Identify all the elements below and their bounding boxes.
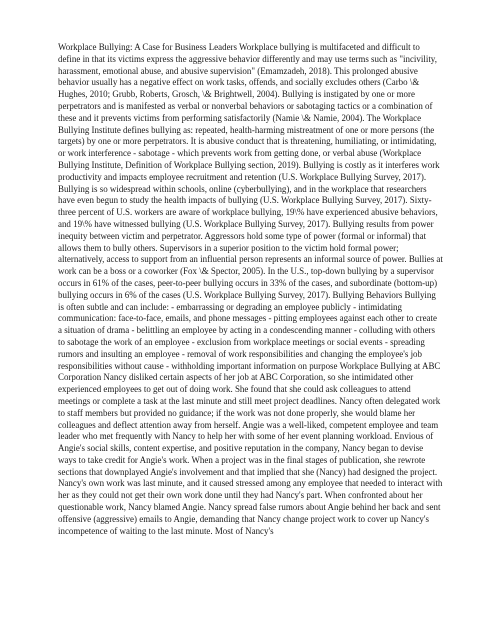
body-text: Workplace Bullying: A Case for Business Leaders Workplace bullying is multifaceted and difficult to define in that its victims express the aggressive behavior differently and may use terms such as "incivility, harassment, emotional abuse, and abusive supervision" (Emamzadeh, 2018). This prolonged abusive behavior usually has a negative effect on work tasks, offends, and socially excludes others (Carbo \& Hughes, 2010; Grubb, Roberts, Grosch, \& Brightwell, 2004). Bullying is instigated by one or more perpetrators and is manifested as verbal or nonverbal behaviors or sabotaging tactics or a combination of these and it prevents victims from performing satisfactorily (Namie \& Namie, 2004). The Workplace Bullying Institute defines bullying as: repeated, health-harming mistreatment of one or more persons (the targets) by one or more perpetrators. It is abusive conduct that is threatening, humiliating, or intimidating, or work interference - sabotage - which prevents work from getting done, or verbal abuse (Workplace Bullying Institute, Definition of Workplace Bullying section, 2019). Bullying is costly as it interferes work productivity and impacts employee recruitment and retention (U.S. Workplace Bullying Survey, 2017). Bullying is so widespread within schools, online (cyberbullying), and in the workplace that researchers have even begun to study the health impacts of bullying (U.S. Workplace Bullying Survey, 2017). Sixty-three percent of U.S. workers are aware of workplace bullying, 19\% have experienced abusive behaviors, and 19\% have witnessed bullying (U.S. Workplace Bullying Survey, 2017). Bullying results from power inequity between victim and perpetrator. Aggressors hold some type of power (formal or informal) that allows them to bully others. Supervisors in a superior position to the victim hold formal power; alternatively, access to support from an influential person represents an informal source of power. Bullies at work can be a boss or a coworker (Fox \& Spector, 2005). In the U.S., top-down bullying by a supervisor occurs in 61% of the cases, peer-to-peer bullying occurs in 33% of the cases, and subordinate (bottom-up) bullying occurs in 6% of the cases (U.S. Workplace Bullying Survey, 2017). Bullying Behaviors Bullying is often subtle and can include: - embarrassing or degrading an employee publicly - intimidating communication: face-to-face, emails, and phone messages - pitting employees against each other to create a situation of drama - belittling an employee by acting in a condescending manner - colluding with others to sabotage the work of an employee - exclusion from workplace meetings or social events - spreading rumors and insulting an employee - removal of work responsibilities and changing the employee's job responsibilities without cause - withholding important information on purpose Workplace Bullying at ABC Corporation Nancy disliked certain aspects of her job at ABC Corporation, so she intimidated other experienced employees to get out of doing work. She found that she could ask colleagues to attend meetings or complete a task at the last minute and still meet project deadlines. Nancy often delegated work to staff members but provided no guidance; if the work was not done properly, she would blame her colleagues and deflect attention away from herself. Angie was a well-liked, competent employee and team leader who met frequently with Nancy to help her with some of her event planning workload. Envious of Angie's social skills, content expertise, and positive reputation in the company, Nancy began to devise ways to take credit for Angie's work. When a project was in the final stages of publication, she rewrote sections that downplayed Angie's involvement and that implied that she (Nancy) had designed the project. Nancy's own work was last minute, and it caused stressed among any employee that needed to interact with her as they could not get their own work done until they had Nancy's part. When confronted about her questionable work, Nancy blamed Angie. Nancy spread false rumors about Angie behind her back and sent offensive (aggressive) emails to Angie, demanding that Nancy change project work to cover up Nancy's incompetence of waiting to the last minute. Most of Nancy's <box>58 42 443 536</box>
